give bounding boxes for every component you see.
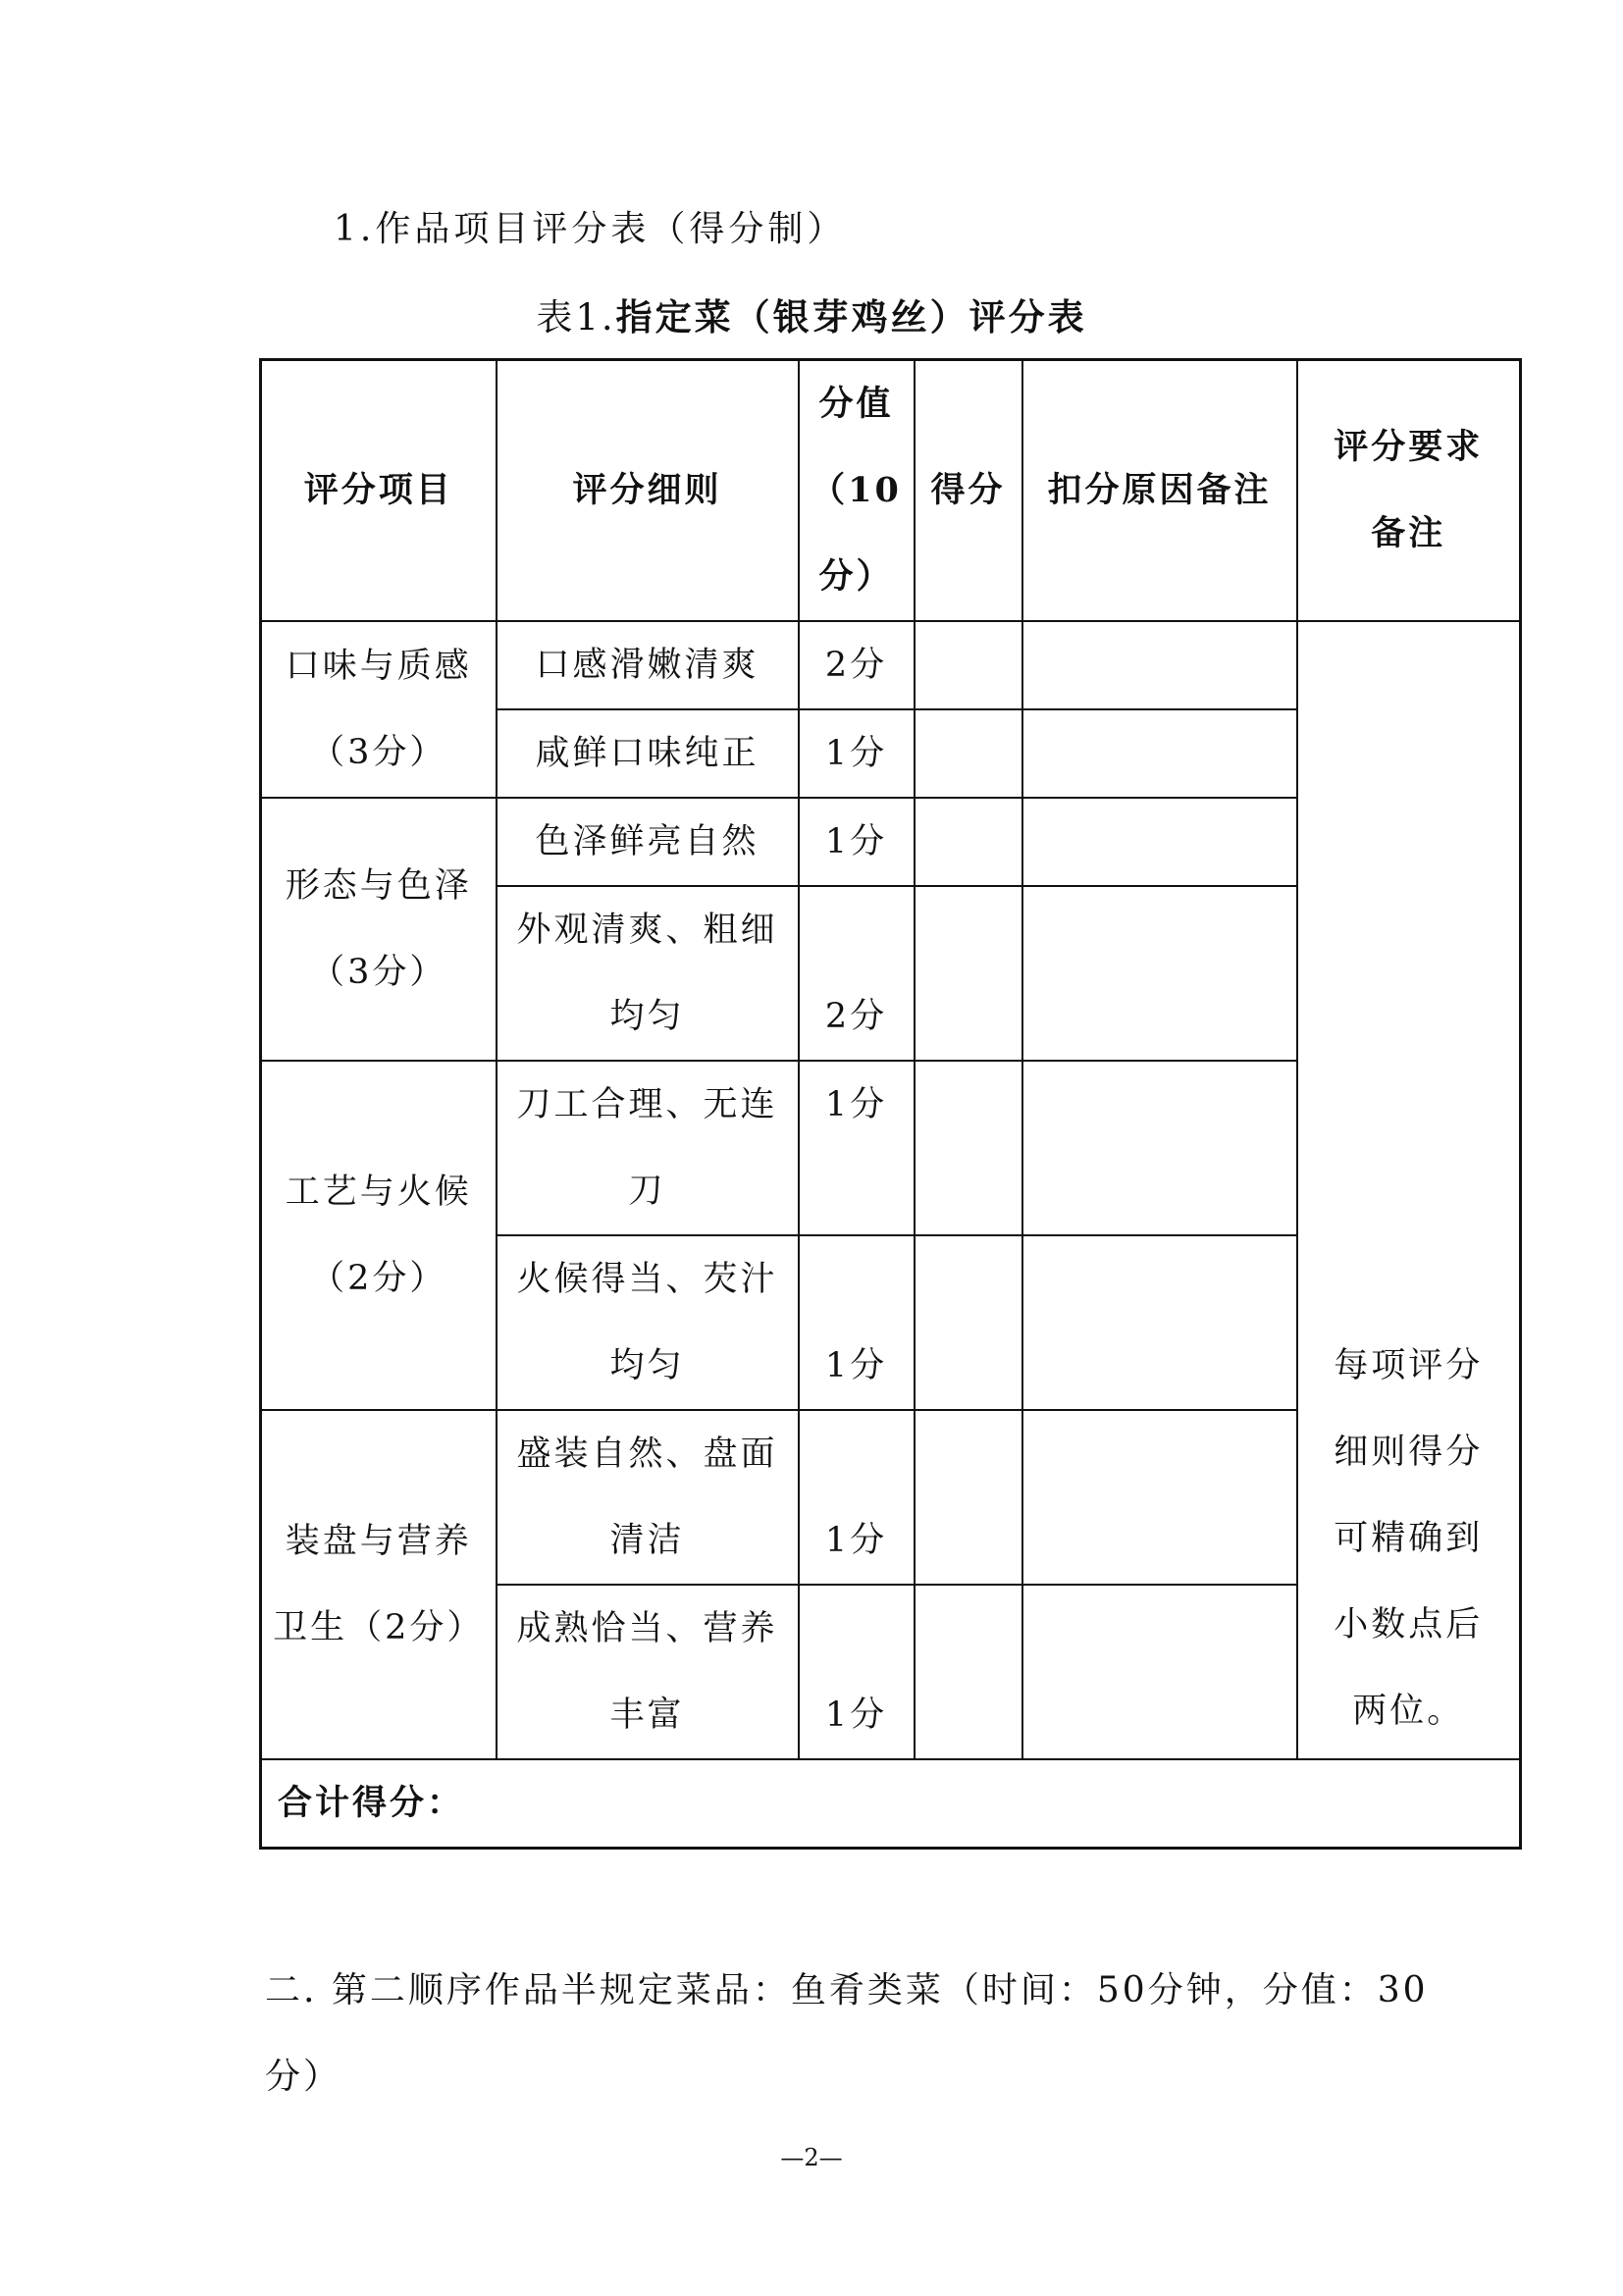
requirement-line: 细则得分: [1334, 1433, 1484, 1472]
value-cell: 1分: [799, 1061, 915, 1235]
deduction-cell[interactable]: [1022, 1410, 1297, 1585]
score-cell[interactable]: [915, 709, 1022, 798]
total-label: 合计得分：: [261, 1759, 1521, 1849]
detail-cell: [497, 1235, 799, 1410]
detail-line: 均匀: [609, 1346, 685, 1385]
table-title-name: 指定菜（银芽鸡丝）评分表: [615, 295, 1087, 339]
deduction-cell[interactable]: [1022, 709, 1297, 798]
value-cell: 2分: [799, 886, 915, 1061]
deduction-cell[interactable]: [1022, 1585, 1297, 1759]
deduction-cell[interactable]: [1022, 798, 1297, 886]
scoring-table: [259, 358, 1522, 1850]
score-cell[interactable]: [915, 886, 1022, 1061]
header-item: 评分项目: [261, 360, 497, 622]
header-value-line: 分值: [818, 384, 894, 424]
value-cell: 1分: [799, 1585, 915, 1759]
value-cell: 1分: [799, 1410, 915, 1585]
table-row: [261, 621, 1521, 709]
score-cell[interactable]: [915, 798, 1022, 886]
requirement-line: 小数点后: [1334, 1605, 1484, 1644]
requirement-line: 两位。: [1352, 1692, 1465, 1731]
item-cell: [261, 798, 497, 1061]
item-cell: [261, 621, 497, 798]
detail-line: 均匀: [609, 997, 685, 1036]
detail-line: 刀工合理、无连: [516, 1085, 778, 1124]
item-line: （3分）: [310, 953, 447, 992]
table-title-prefix: 表1.: [536, 296, 616, 339]
page-number: —2—: [780, 2144, 843, 2171]
detail-cell: 色泽鲜亮自然: [497, 798, 799, 886]
value-cell: 1分: [799, 798, 915, 886]
detail-cell: [497, 1585, 799, 1759]
score-cell[interactable]: [915, 1061, 1022, 1235]
header-deduction: 扣分原因备注: [1022, 360, 1297, 622]
item-line: 口味与质感: [285, 647, 472, 686]
header-requirement: [1297, 360, 1521, 622]
section-heading: 1.作品项目评分表（得分制）: [334, 209, 847, 249]
header-value: [799, 360, 915, 622]
item-line: 形态与色泽: [285, 866, 472, 906]
detail-cell: 咸鲜口味纯正: [497, 709, 799, 798]
score-cell[interactable]: [915, 1585, 1022, 1759]
item-cell: [261, 1061, 497, 1410]
table-title: [0, 287, 1623, 340]
header-score: 得分: [915, 360, 1022, 622]
detail-line: 成熟恰当、营养: [516, 1609, 778, 1648]
score-cell[interactable]: [915, 621, 1022, 709]
requirement-line: 每项评分: [1334, 1346, 1484, 1385]
score-cell[interactable]: [915, 1410, 1022, 1585]
detail-line: 清洁: [609, 1521, 685, 1560]
header-value-line: （10: [811, 470, 902, 510]
item-line: 工艺与火候: [285, 1173, 472, 1212]
total-row: [261, 1759, 1521, 1849]
deduction-cell[interactable]: [1022, 886, 1297, 1061]
detail-line: 外观清爽、粗细: [516, 911, 778, 950]
detail-line: 刀: [628, 1172, 666, 1211]
header-req-line: 评分要求: [1334, 427, 1484, 467]
header-value-line: 分）: [818, 556, 894, 597]
detail-cell: [497, 1410, 799, 1585]
requirement-note-cell: [1297, 621, 1521, 1759]
table-header-row: [261, 360, 1521, 622]
header-req-line: 备注: [1371, 513, 1446, 553]
header-detail: 评分细则: [497, 360, 799, 622]
value-cell: 1分: [799, 709, 915, 798]
detail-line: 丰富: [609, 1696, 685, 1735]
deduction-cell[interactable]: [1022, 621, 1297, 709]
detail-line: 盛装自然、盘面: [516, 1435, 778, 1474]
item-line: 卫生（2分）: [273, 1608, 485, 1647]
deduction-cell[interactable]: [1022, 1235, 1297, 1410]
detail-cell: 口感滑嫩清爽: [497, 621, 799, 709]
item-line: 装盘与营养: [285, 1522, 472, 1561]
detail-line: 火候得当、芡汁: [516, 1260, 778, 1299]
item-line: （3分）: [310, 733, 447, 772]
deduction-cell[interactable]: [1022, 1061, 1297, 1235]
section-2-text: 二. 第二顺序作品半规定菜品：鱼肴类菜（时间：50分钟，分值：30分）: [265, 1970, 1429, 2097]
value-cell: 2分: [799, 621, 915, 709]
score-cell[interactable]: [915, 1235, 1022, 1410]
item-cell: [261, 1410, 497, 1759]
requirement-line: 可精确到: [1334, 1519, 1484, 1558]
value-cell: 1分: [799, 1235, 915, 1410]
detail-cell: [497, 1061, 799, 1235]
detail-cell: [497, 886, 799, 1061]
item-line: （2分）: [310, 1259, 447, 1298]
